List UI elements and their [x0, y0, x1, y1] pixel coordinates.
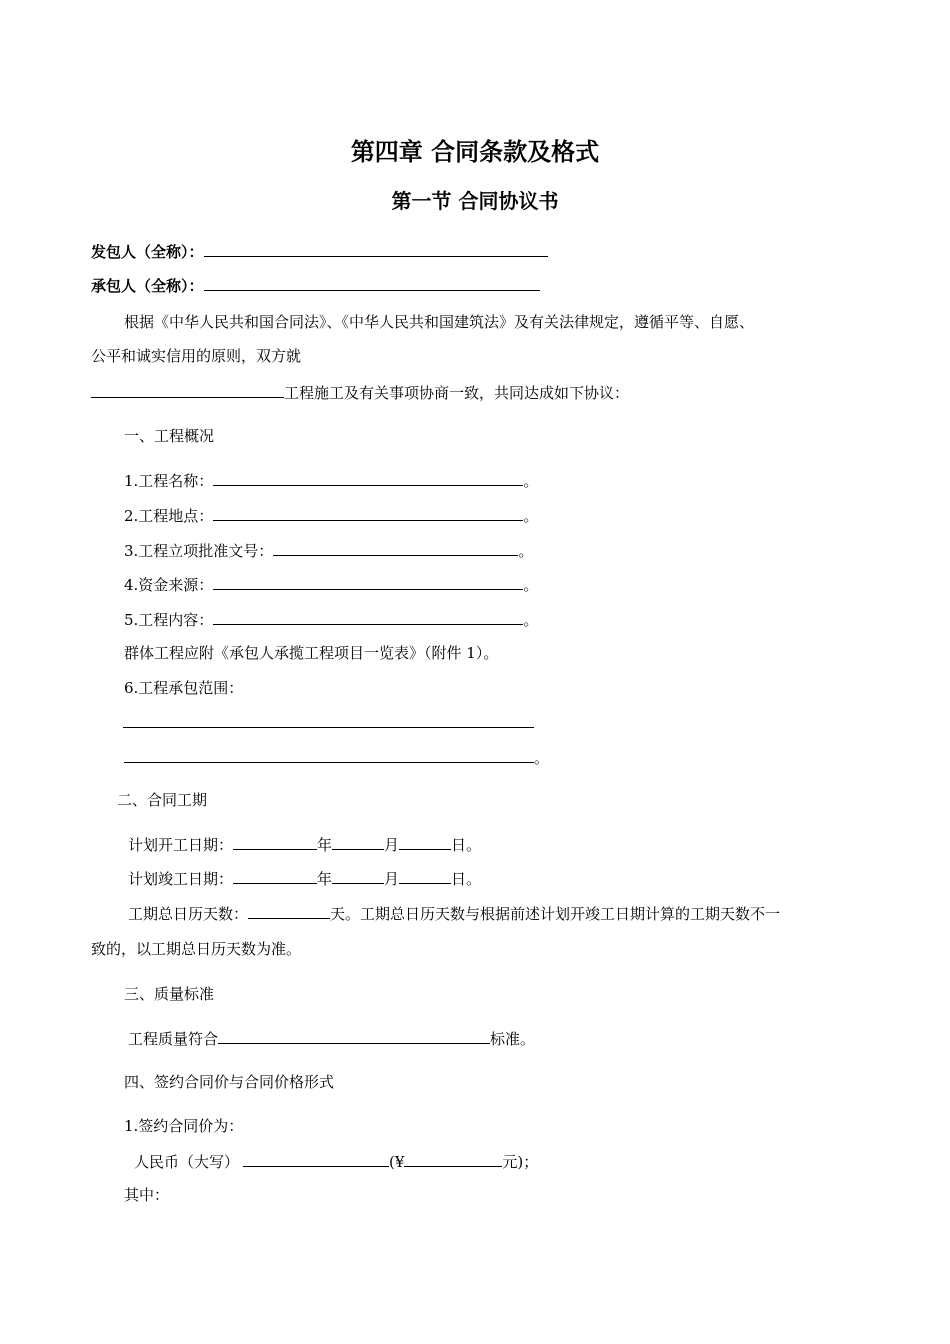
start-day-field[interactable]	[399, 834, 451, 850]
finish-date-label: 计划竣工日期：	[128, 870, 234, 888]
contractor-label: 承包人（全称）：	[91, 277, 204, 295]
yen-open: (¥	[389, 1153, 405, 1171]
project-name-label: 1.工程名称：	[124, 472, 214, 490]
employer-label: 发包人（全称）：	[91, 243, 204, 261]
scope-row-2	[124, 747, 549, 768]
quality-standard-field[interactable]	[218, 1028, 490, 1044]
end-mark: 。	[523, 611, 539, 629]
contractor-row	[91, 275, 540, 296]
contract-scope-label: 6.工程承包范围：	[124, 679, 244, 697]
section-4-heading: 四、签约合同价与合同价格形式	[124, 1073, 335, 1091]
finish-day-field[interactable]	[399, 868, 451, 884]
project-content-field[interactable]	[213, 609, 523, 625]
year-label: 年	[317, 836, 333, 854]
fund-source-label: 4.资金来源：	[124, 576, 214, 594]
day-label: 日。	[451, 870, 482, 888]
fund-source-field[interactable]	[213, 574, 523, 590]
approval-number-label: 3.工程立项批准文号：	[124, 542, 274, 560]
project-name-field[interactable]	[213, 470, 523, 486]
chapter-title: 第四章 合同条款及格式	[350, 138, 600, 166]
among-label: 其中：	[124, 1186, 170, 1204]
total-days-line-2: 致的，以工期总日历天数为准。	[91, 940, 302, 958]
section-title: 第一节 合同协议书	[391, 189, 559, 213]
month-label: 月	[384, 836, 400, 854]
intro-line-1: 根据《中华人民共和国合同法》、《中华人民共和国建筑法》及有关法律规定，遵循平等、自愿、	[124, 313, 755, 331]
finish-year-field[interactable]	[233, 868, 317, 884]
employer-row	[91, 241, 548, 262]
project-location-row	[124, 505, 538, 526]
yen-close: 元)；	[502, 1153, 539, 1171]
intro-line-2: 公平和诚实信用的原则，双方就	[91, 347, 302, 365]
contractor-blank[interactable]	[204, 275, 540, 291]
start-month-field[interactable]	[332, 834, 384, 850]
yen-amount-field[interactable]	[404, 1151, 502, 1167]
approval-number-field[interactable]	[273, 540, 518, 556]
start-date-row	[128, 834, 481, 855]
end-mark: 。	[523, 507, 539, 525]
intro-line-3-text: 工程施工及有关事项协商一致，共同达成如下协议：	[284, 384, 630, 402]
project-name-row	[124, 470, 538, 491]
section-3-heading: 三、质量标准	[124, 985, 215, 1003]
project-location-label: 2.工程地点：	[124, 507, 214, 525]
project-name-blank[interactable]	[91, 382, 284, 398]
section-2-heading: 二、合同工期	[117, 791, 208, 809]
contract-price-label: 1.签约合同价为：	[124, 1117, 244, 1135]
year-label: 年	[317, 870, 333, 888]
total-days-field[interactable]	[248, 903, 330, 919]
end-mark: 。	[534, 749, 550, 767]
day-label: 日。	[451, 836, 482, 854]
rmb-row	[134, 1151, 538, 1172]
fund-source-row	[124, 574, 538, 595]
rmb-words-field[interactable]	[243, 1151, 389, 1167]
group-project-note: 群体工程应附《承包人承揽工程项目一览表》（附件 1）。	[124, 644, 499, 662]
start-year-field[interactable]	[233, 834, 317, 850]
project-content-label: 5.工程内容：	[124, 611, 214, 629]
section-1-heading: 一、工程概况	[124, 427, 215, 445]
scope-blank-line-1[interactable]	[123, 727, 534, 728]
finish-date-row	[128, 868, 481, 889]
project-content-row	[124, 609, 538, 630]
finish-month-field[interactable]	[332, 868, 384, 884]
quality-suffix: 标准。	[490, 1030, 536, 1048]
rmb-label: 人民币（大写）	[134, 1153, 240, 1171]
project-location-field[interactable]	[213, 505, 523, 521]
employer-blank[interactable]	[204, 241, 548, 257]
scope-blank-line-2[interactable]	[124, 747, 534, 763]
total-days-row	[128, 903, 780, 924]
end-mark: 。	[523, 472, 539, 490]
approval-number-row	[124, 540, 533, 561]
end-mark: 。	[523, 576, 539, 594]
end-mark: 。	[518, 542, 534, 560]
total-days-label: 工期总日历天数：	[128, 905, 249, 923]
start-date-label: 计划开工日期：	[128, 836, 234, 854]
month-label: 月	[384, 870, 400, 888]
total-days-text: 天。工期总日历天数与根据前述计划开竣工日期计算的工期天数不一	[330, 905, 781, 923]
quality-prefix: 工程质量符合	[128, 1030, 219, 1048]
intro-line-3	[91, 382, 629, 403]
quality-row	[128, 1028, 535, 1049]
